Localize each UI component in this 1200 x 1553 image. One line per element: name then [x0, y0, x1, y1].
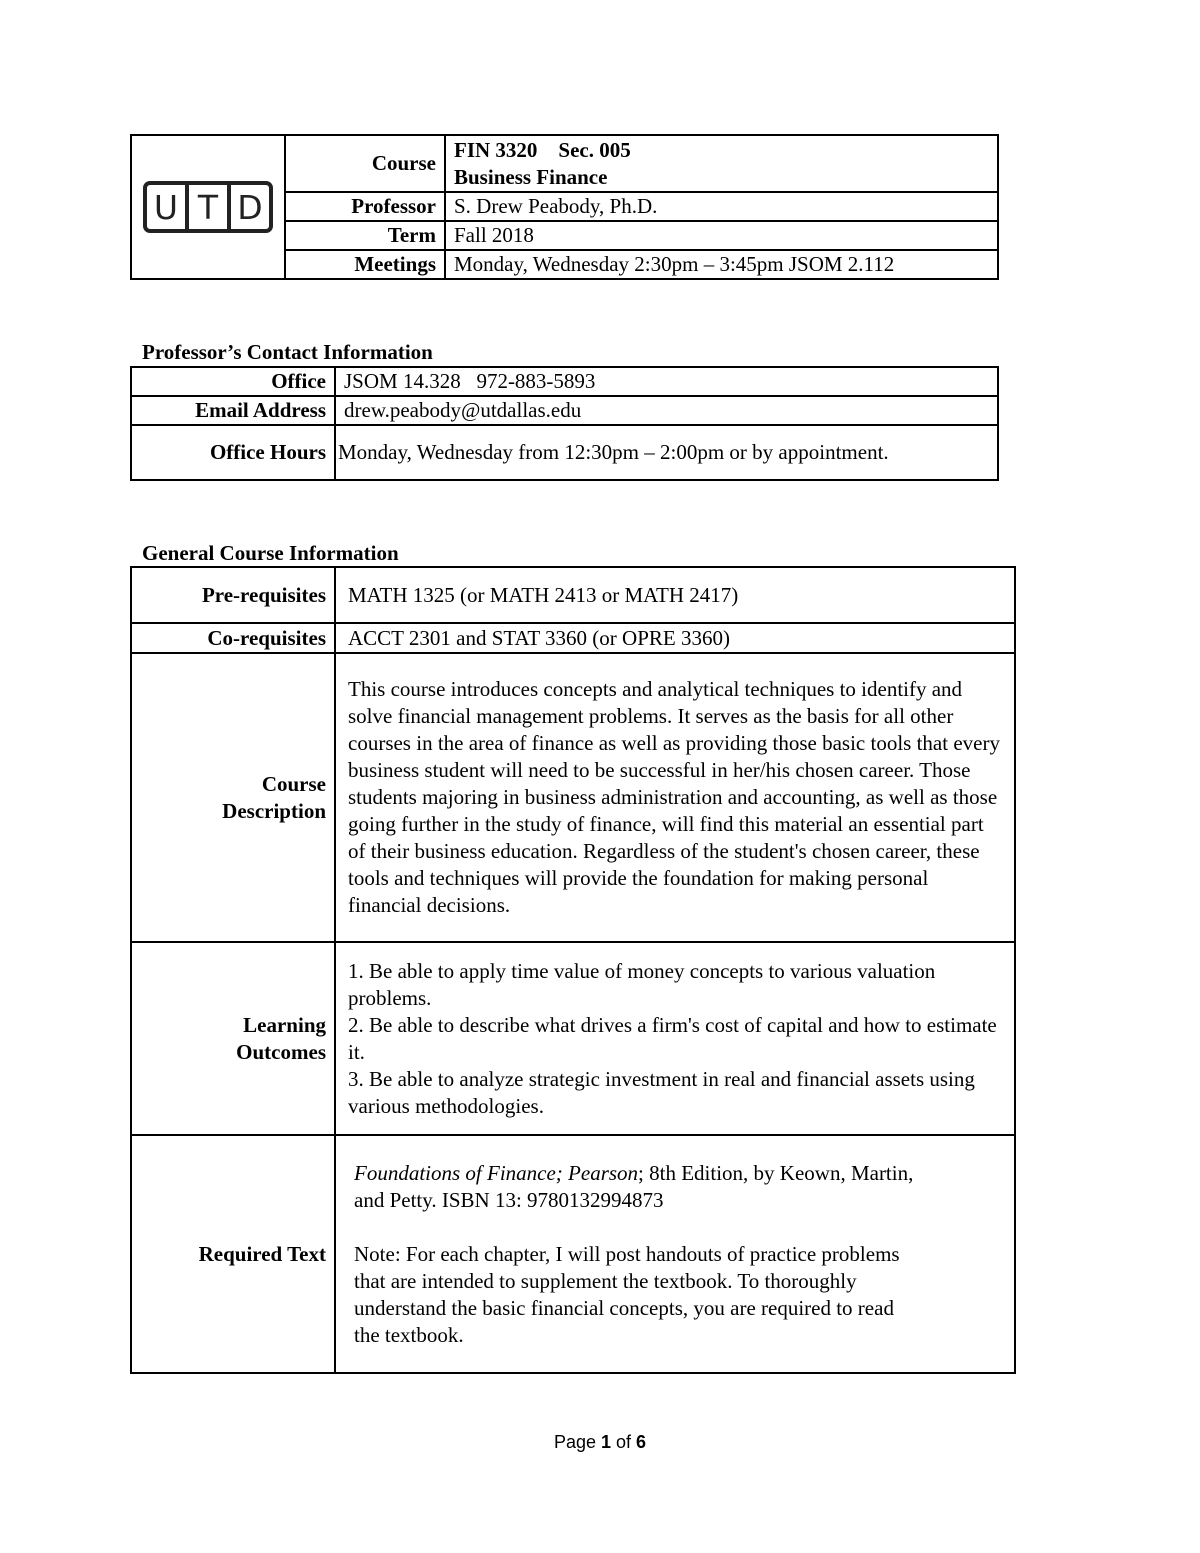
- textbook-citation: [354, 1160, 914, 1214]
- email-value[interactable]: drew.peabody@utdallas.edu: [335, 396, 998, 425]
- prereq-label: Pre-requisites: [131, 567, 335, 623]
- description-label: Course Description: [131, 653, 335, 942]
- general-section-title: General Course Information: [142, 541, 399, 565]
- course-description: This course introduces concepts and analytical techniques to identify and solve financial management problems. It serves as the basis for all other courses in the area of finance as well as providing those basic tools that every business student will need to be successful in her/his chosen career. Those students majoring in business administration and accounting, as well as those going further in the study of finance, will find this material an essential part of their business education. Regardless of the student's chosen career, these tools and techniques will provide the foundation for making personal financial decisions.: [335, 653, 1015, 942]
- course-header-table: [130, 134, 999, 280]
- required-text-label: Required Text: [131, 1135, 335, 1373]
- office-label: Office: [131, 367, 335, 396]
- textbook-note: Note: For each chapter, I will post handouts of practice problems that are intended to supplement the textbook. To thoroughly understand the basic financial concepts, you are required to read the textbook.: [354, 1241, 900, 1347]
- course-code: FIN 3320 Sec. 005: [454, 137, 631, 162]
- outcome-item: 2. Be able to describe what drives a firm's cost of capital and how to estimate it.: [348, 1012, 997, 1064]
- outcome-item: 3. Be able to analyze strategic investment in real and financial assets using various methodologies.: [348, 1066, 975, 1118]
- meetings-label: Meetings: [285, 250, 445, 279]
- email-label: Email Address: [131, 396, 335, 425]
- logo-cell: [131, 135, 285, 279]
- coreq-label: Co-requisites: [131, 623, 335, 653]
- general-info-table: [130, 566, 1016, 1374]
- course-value: [445, 135, 998, 192]
- textbook-title: Foundations of Finance; Pearson: [354, 1160, 639, 1185]
- contact-table: [130, 366, 999, 481]
- coreq-value: ACCT 2301 and STAT 3360 (or OPRE 3360): [335, 623, 1015, 653]
- course-label: Course: [285, 135, 445, 192]
- contact-section-title: Professor’s Contact Information: [142, 340, 433, 364]
- meetings-value: Monday, Wednesday 2:30pm – 3:45pm JSOM 2.112: [445, 250, 998, 279]
- office-hours-value: Monday, Wednesday from 12:30pm – 2:00pm or by appointment.: [335, 425, 998, 480]
- term-value: Fall 2018: [445, 221, 998, 250]
- office-value: JSOM 14.328 972-883-5893: [335, 367, 998, 396]
- learning-outcomes: [335, 942, 1015, 1135]
- required-text: [335, 1135, 1015, 1373]
- prereq-value: MATH 1325 (or MATH 2413 or MATH 2417): [335, 567, 1015, 623]
- page-total: 6: [636, 1432, 647, 1452]
- page-number: 1: [601, 1432, 612, 1452]
- term-label: Term: [285, 221, 445, 250]
- professor-label: Professor: [285, 192, 445, 221]
- office-hours-label: Office Hours: [131, 425, 335, 480]
- page-footer: Page 1 of 6: [553, 1432, 647, 1452]
- utd-logo: U T D: [143, 181, 273, 233]
- textbook-details: ; 8th Edition, by Keown, Martin, and Petty. ISBN 13: 9780132994873: [354, 1160, 914, 1212]
- course-name: Business Finance: [454, 164, 608, 189]
- professor-value: S. Drew Peabody, Ph.D.: [445, 192, 998, 221]
- outcome-item: 1. Be able to apply time value of money concepts to various valuation problems.: [348, 958, 936, 1010]
- outcomes-label: Learning Outcomes: [131, 942, 335, 1135]
